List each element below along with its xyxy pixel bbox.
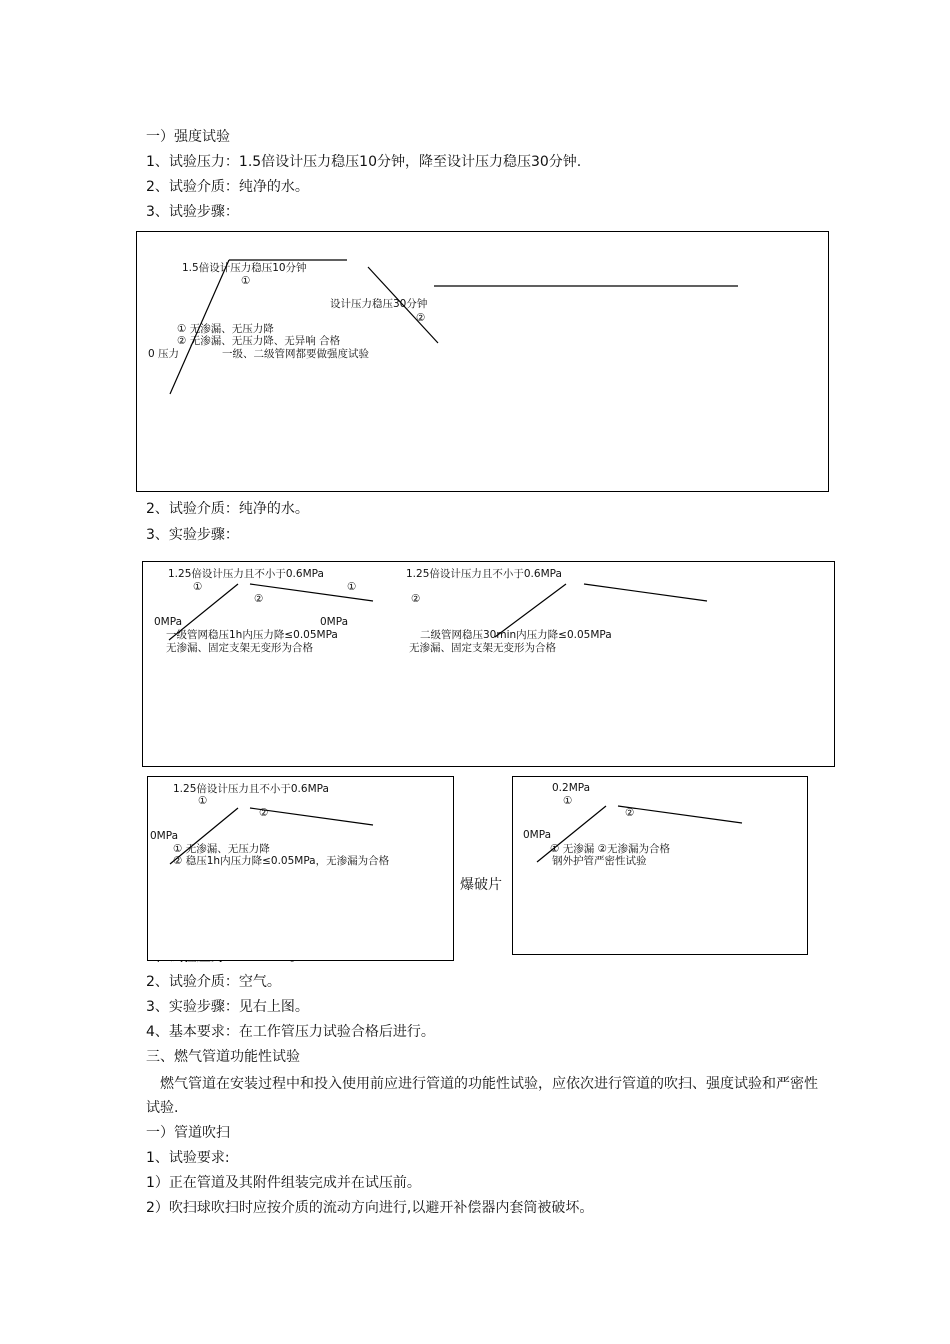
d2-right-hold (584, 584, 707, 601)
basic-requirement-line: 4、基本要求：在工作管压力试验合格后进行。 (146, 1024, 435, 1040)
diagram4-mark-2: ② (625, 807, 635, 819)
diagram3-mark-2: ② (259, 807, 269, 819)
diagram3-zero: 0MPa (150, 830, 179, 842)
d1-drop-line (368, 267, 438, 343)
test-steps-line-2: 3、实验步骤： (146, 527, 239, 543)
diagram4-note-1: ① 无渗漏 ②无渗漏为合格 (550, 843, 671, 855)
requirement-item-1: 1）正在管道及其附件组装完成并在试压前。 (146, 1175, 421, 1191)
diagram3-mark-1: ① (198, 795, 208, 807)
d1-rise-line (170, 260, 229, 394)
diagram3-note-1: ① 无渗漏、无压力降 (173, 843, 270, 855)
diagram4-note-2: 钢外护管严密性试验 (552, 855, 647, 867)
diagram2-right-note-1: 二级管网稳压30min内压力降≤0.05MPa (420, 629, 612, 641)
d4-hold (618, 806, 742, 823)
diagram2-left-zero: 0MPa (154, 616, 183, 628)
diagram2-left-note-1: 一级管网稳压1h内压力降≤0.05MPa (166, 629, 338, 641)
diagram4-zero: 0MPa (523, 829, 552, 841)
air-medium-line: 2、试验介质：空气。 (146, 974, 281, 990)
requirement-item-2: 2）吹扫球吹扫时应按介质的流动方向进行,以避开补偿器内套筒被破坏。 (146, 1200, 594, 1216)
diagram1-note-2: ② 无渗漏、无压力降、无异响 合格 (177, 335, 341, 347)
pipe-purge-heading: 一）管道吹扫 (146, 1125, 230, 1141)
steps-see-figure-line: 3、实验步骤：见右上图。 (146, 999, 309, 1015)
diagram3-top: 1.25倍设计压力且不小于0.6MPa (173, 783, 329, 795)
d4-rise (537, 806, 606, 862)
test-pressure-line: 1、试验压力：1.5倍设计压力稳压10分钟，降至设计压力稳压30分钟. (146, 154, 582, 170)
diagram2-left-zero-b: 0MPa (320, 616, 349, 628)
gas-pipe-paragraph: 燃气管道在安装过程中和投入使用前应进行管道的功能性试验，应依次进行管道的吹扫、强度试验和严密性试验. (146, 1076, 818, 1116)
diagram1-zero-label: 0 压力 (148, 348, 180, 360)
diagram4-mark-1: ① (563, 795, 573, 807)
diagram3-note-2: ② 稳压1h内压力降≤0.05MPa，无渗漏为合格 (173, 855, 390, 867)
diagram2-left-mark-1b: ① (347, 581, 357, 593)
diagram1-label-mid: 设计压力稳压30分钟 (330, 298, 428, 310)
test-requirements-heading: 1、试验要求: (146, 1150, 230, 1166)
test-medium-line: 2、试验介质：纯净的水。 (146, 179, 309, 195)
diagram1-mark-1: ① (241, 275, 251, 287)
d2-left-rise (169, 584, 238, 640)
diagram2-left-mark-1: ① (193, 581, 203, 593)
d3-hold (250, 808, 373, 825)
diagram1-mark-2: ② (416, 312, 426, 324)
test-medium-line-2: 2、试验介质：纯净的水。 (146, 501, 309, 517)
d3-rise (170, 808, 238, 864)
diagram2-right-top: 1.25倍设计压力且不小于0.6MPa (406, 568, 562, 580)
diagram2-left-note-2: 无渗漏、固定支架无变形为合格 (166, 642, 313, 654)
d2-left-hold (250, 584, 373, 601)
gas-pipe-section-title: 三、燃气管道功能性试验 (146, 1049, 300, 1065)
test-steps-line: 3、试验步骤： (146, 204, 239, 220)
d2-right-rise (495, 584, 566, 637)
diagram1-note-1: ① 无渗漏、无压力降 (177, 323, 274, 335)
diagram1-label-top: 1.5倍设计压力稳压10分钟 (182, 262, 307, 274)
diagram2-left-mark-2: ② (254, 593, 264, 605)
diagram2-right-note-2: 无渗漏、固定支架无变形为合格 (409, 642, 556, 654)
section-heading-strength-test: 一）强度试验 (146, 129, 230, 145)
diagram2-left-top: 1.25倍设计压力且不小于0.6MPa (168, 568, 324, 580)
hidden-fragment-text: 爆破片 (460, 877, 502, 893)
diagram2-right-mark-2: ② (411, 593, 421, 605)
diagram4-top: 0.2MPa (552, 782, 591, 794)
diagram1-note-3: 一级、二级管网都要做强度试验 (222, 348, 369, 360)
